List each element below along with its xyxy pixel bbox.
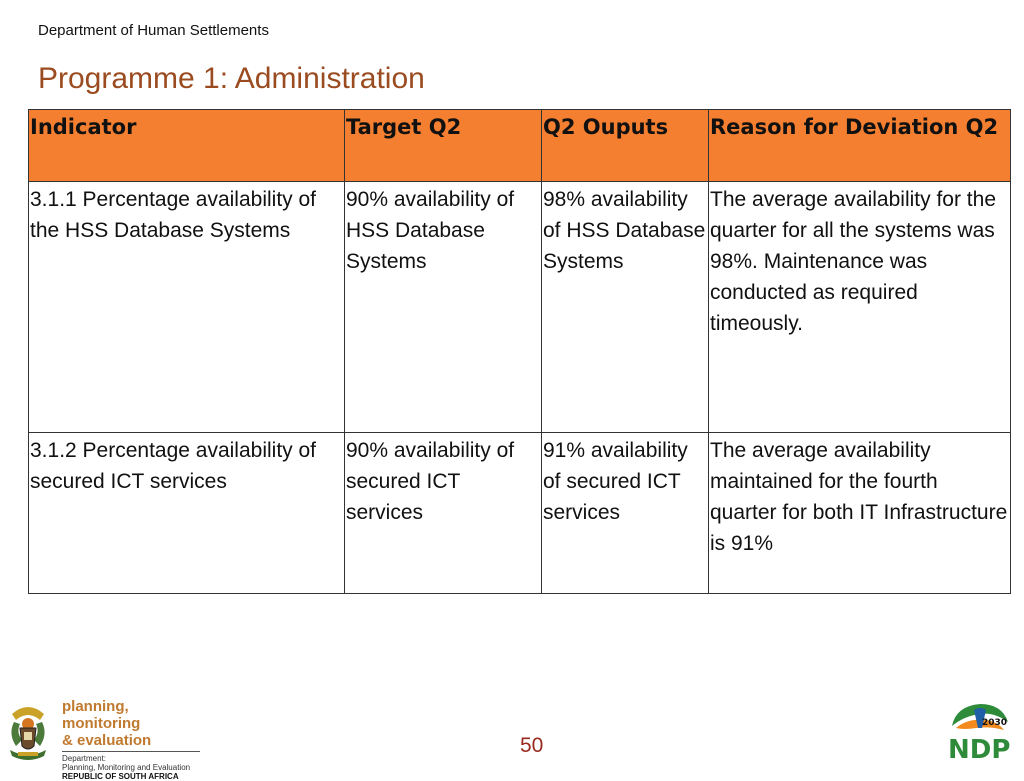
cell-indicator: 3.1.2 Percentage availability of secured ICT services [29, 433, 345, 594]
cell-reason: The average availability maintained for the fourth quarter for both IT Infrastructure is 91% [709, 433, 1011, 594]
page-number: 50 [520, 734, 544, 757]
column-header-reason: Reason for Deviation Q2 [709, 110, 1011, 182]
ndp-text: NDP [948, 735, 1011, 762]
column-header-indicator: Indicator [29, 110, 345, 182]
table-header-row [29, 110, 1011, 182]
cell-target: 90% availability of HSS Database Systems [345, 182, 542, 433]
table-row [29, 182, 1011, 433]
cell-output: 98% availability of HSS Database Systems [542, 182, 709, 433]
cell-output: 91% availability of secured ICT services [542, 433, 709, 594]
column-header-outputs: Q2 Ouputs [542, 110, 709, 182]
ndp-year: 2030 [982, 718, 1008, 728]
table-row [29, 433, 1011, 594]
dpme-wordmark: planning, monitoring & evaluation Department: Planning, Monitoring and Evaluation REPUBLIC OF SOUTH AFRICA [62, 698, 204, 781]
coat-of-arms-icon [4, 700, 52, 762]
cell-reason: The average availability for the quarter for all the systems was 98%. Maintenance was conducted as required timeously. [709, 182, 1011, 433]
divider [62, 751, 200, 752]
cell-indicator: 3.1.1 Percentage availability of the HSS Database Systems [29, 182, 345, 433]
ndp-2030-logo-icon [946, 698, 1014, 762]
dpme-logo [4, 698, 204, 781]
indicator-table [28, 109, 1011, 594]
department-header: Department of Human Settlements [38, 22, 269, 39]
column-header-target: Target Q2 [345, 110, 542, 182]
cell-target: 90% availability of secured ICT services [345, 433, 542, 594]
page-title: Programme 1: Administration [38, 62, 425, 95]
